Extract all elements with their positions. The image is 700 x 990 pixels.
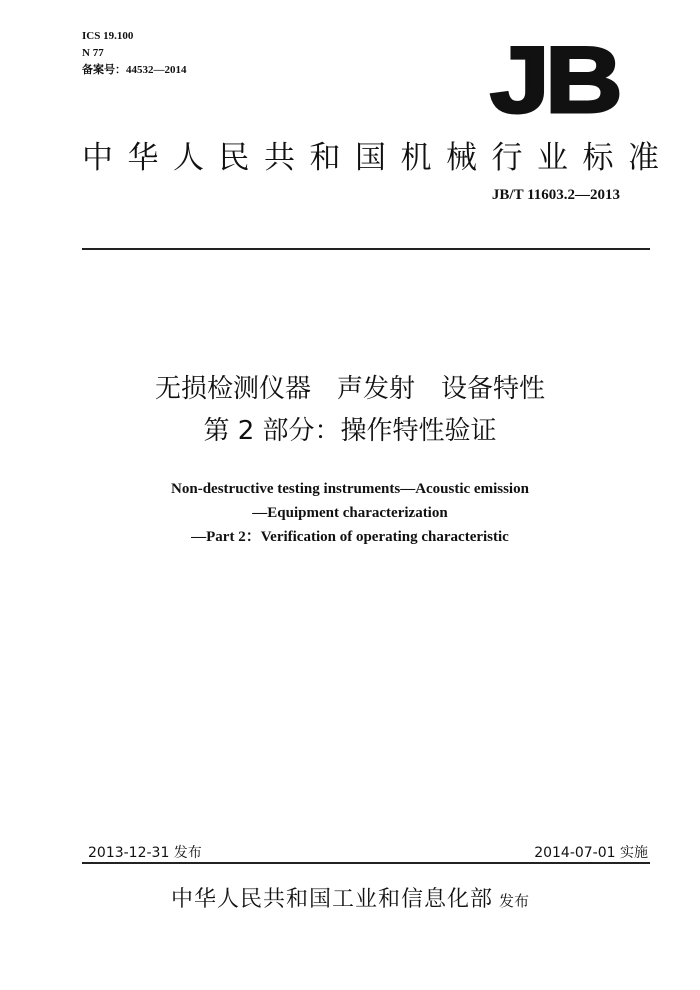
standard-code [492,186,620,204]
issuer [0,882,700,913]
english-title-line-3: —Part 2：Verification of operating characteristic [191,529,509,545]
ics-code: ICS 19.100 [82,30,134,42]
ccs-code: N 77 [82,47,104,59]
english-title-line-2: —Equipment characterization [252,505,448,521]
standard-type-title: 中华人民共和国机械行业标准 [82,140,674,176]
chinese-title-line-1: 无损检测仪器 声发射 设备特性 [154,374,545,404]
english-title-line-1: Non-destructive testing instruments—Acoustic emission [171,481,529,497]
english-title [0,477,700,549]
issue-date: 2013-12-31 发布 [88,845,202,861]
record-number: 备案号：44532—2014 [82,64,187,76]
jb-logo [484,40,624,120]
standard-code-text: JB/T 11603.2—2013 [491,187,620,203]
issuer-organization: 中华人民共和国工业和信息化部 [170,887,493,912]
issuer-action: 发布 [499,892,530,910]
top-divider [82,248,650,250]
bottom-divider [82,862,650,864]
jb-logo-text: JB [490,40,619,120]
effective-date: 2014-07-01 实施 [534,845,648,861]
chinese-title-line-2: 第 2 部分：操作特性验证 [203,416,497,446]
standard-metadata [82,28,187,79]
